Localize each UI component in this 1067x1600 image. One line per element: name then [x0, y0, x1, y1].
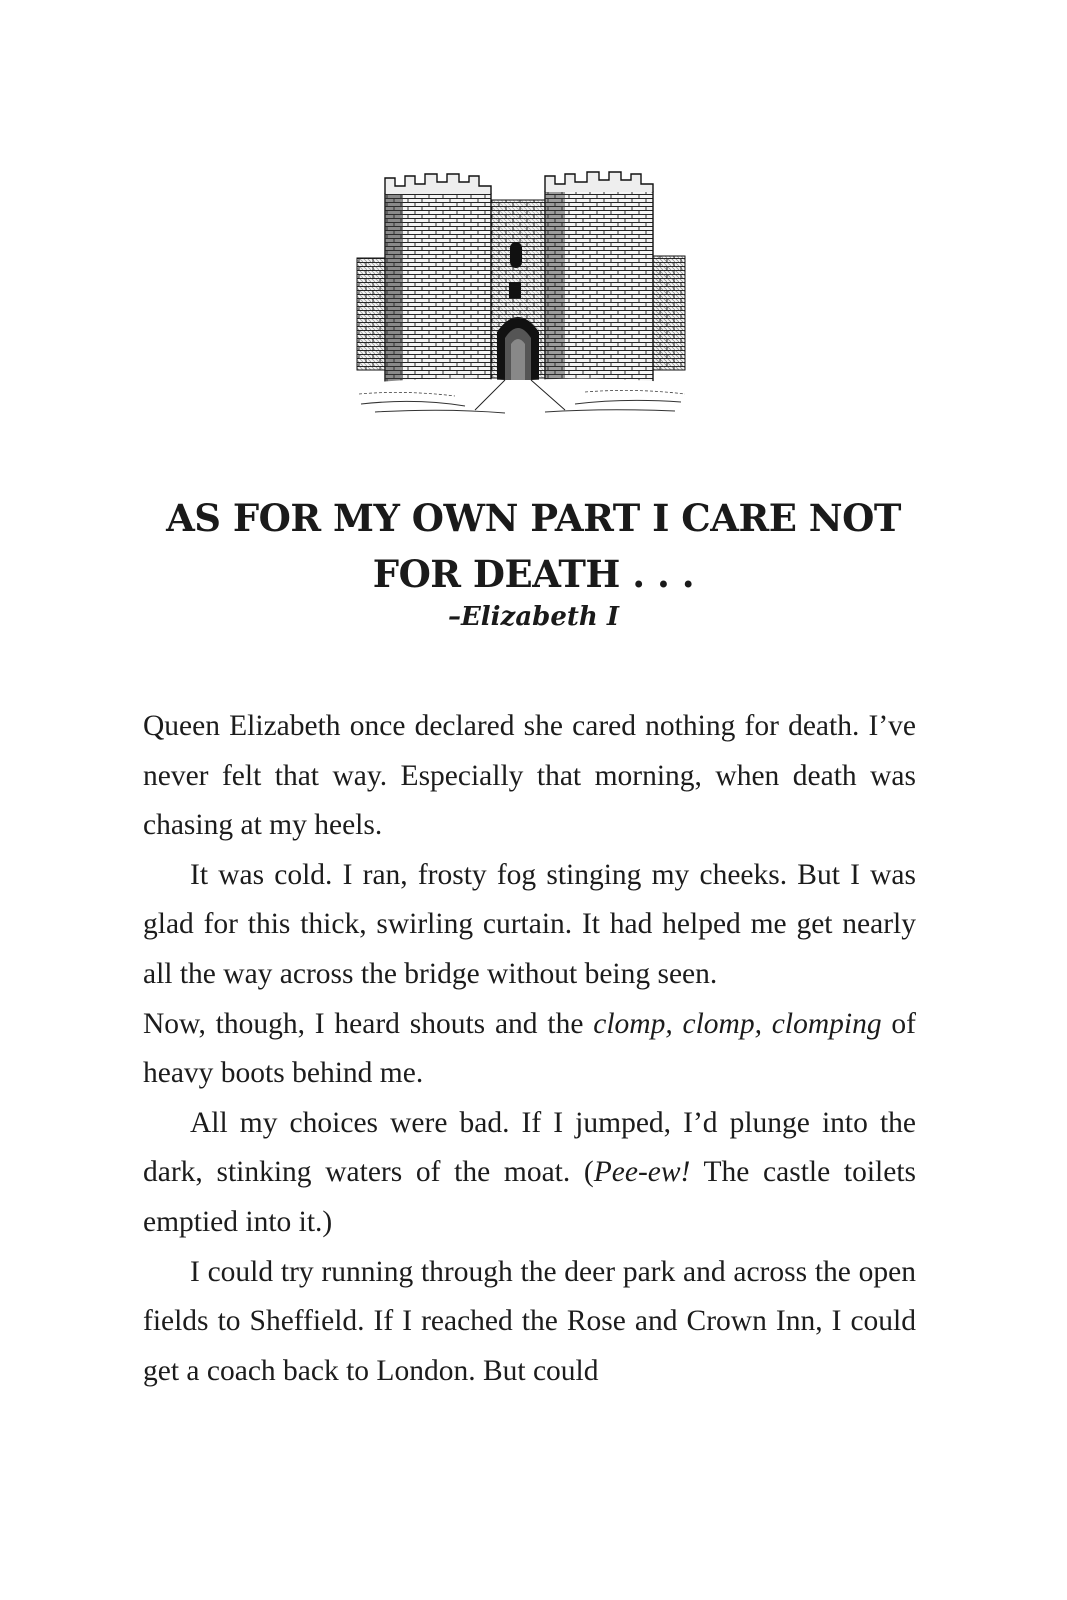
paragraph-text: All my choices were bad. If I jumped, I’d plunge into the dark, stinking waters of the moat. (	[143, 1106, 916, 1189]
castle-gatehouse-icon	[355, 170, 690, 415]
paragraph-text: of heavy boots behind me.	[143, 1007, 917, 1090]
italic-text: Pee-ew!	[593, 1156, 691, 1189]
quote-attribution: –Elizabeth I	[447, 602, 620, 632]
paragraph	[143, 1000, 916, 1099]
italic-text: clomp, clomp, clomping	[593, 1007, 882, 1040]
body-text	[143, 702, 916, 1396]
paragraph	[143, 1099, 916, 1248]
paragraph: It was cold. I ran, frosty fog stinging my cheeks. But I was glad for this thick, swirling curtain. It had helped me get nearly all the way across the bridge without being seen.	[143, 858, 916, 990]
paragraph: Queen Elizabeth once declared she cared nothing for death. I’ve never felt that way. Especially that morning, when death was chasing at my heels.	[143, 710, 916, 842]
paragraph-text: Now, though, I heard shouts and the	[143, 1007, 594, 1040]
paragraph: I could try running through the deer park and across the open fields to Sheffield. If I reached the Rose and Crown Inn, I could get a coach back to London. But could	[143, 1255, 916, 1387]
chapter-title: AS FOR MY OWN PART I CARE NOT FOR DEATH . . .	[166, 496, 901, 596]
paragraph-text: The castle toilets emptied into it.)	[143, 1156, 916, 1238]
